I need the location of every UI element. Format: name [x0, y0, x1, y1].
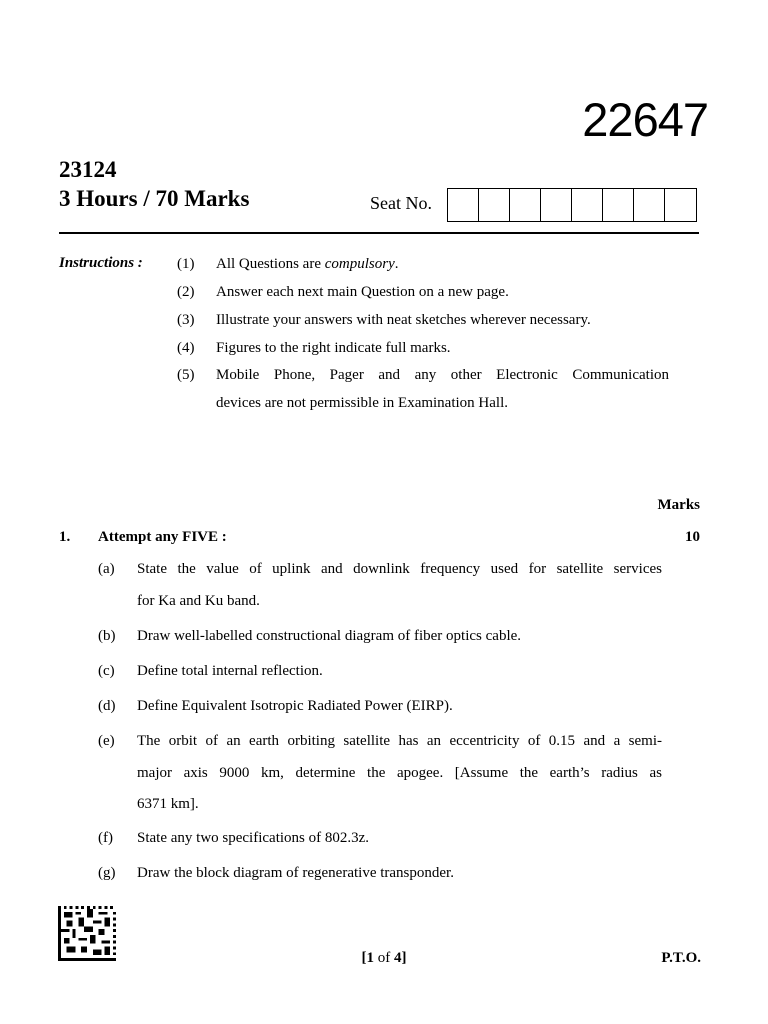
- seat-number-label: Seat No.: [370, 193, 432, 213]
- instructions-label: Instructions :: [59, 255, 143, 271]
- instruction-number: (4): [177, 340, 195, 356]
- instruction-number: (2): [177, 284, 195, 300]
- seat-digit-box[interactable]: [541, 189, 572, 221]
- instruction-number: (5): [177, 367, 195, 383]
- part-text: Define total internal reflection.: [137, 663, 323, 679]
- instruction-text: devices are not permissible in Examination Hall.: [216, 395, 509, 411]
- datamatrix-code-icon: [58, 906, 116, 961]
- question-title: Attempt any FIVE :: [98, 529, 227, 545]
- instruction-text: Mobile Phone, Pager and any other Electronic Communication: [216, 367, 669, 383]
- part-text: for Ka and Ku band.: [137, 593, 260, 609]
- seat-digit-box[interactable]: [603, 189, 634, 221]
- part-label: (g): [98, 865, 116, 881]
- part-text: Draw well-labelled constructional diagram of fiber optics cable.: [137, 628, 522, 644]
- part-text: State any two specifications of 802.3z.: [137, 830, 370, 846]
- question-number: 1.: [59, 529, 71, 545]
- part-text: State the value of uplink and downlink frequency used for satellite services: [137, 561, 662, 577]
- seat-digit-box[interactable]: [479, 189, 510, 221]
- part-label: (f): [98, 830, 113, 846]
- part-text: 6371 km].: [137, 796, 199, 812]
- instruction-text: Answer each next main Question on a new page.: [216, 284, 509, 300]
- subject-code: 23124: [59, 157, 117, 182]
- part-text: Define Equivalent Isotropic Radiated Power (EIRP).: [137, 698, 453, 714]
- instruction-text: All Questions are compulsory.: [216, 256, 399, 272]
- part-text: Draw the block diagram of regenerative transponder.: [137, 865, 454, 881]
- seat-number-boxes[interactable]: [447, 188, 697, 222]
- part-label: (b): [98, 628, 116, 644]
- please-turn-over: P.T.O.: [661, 950, 701, 966]
- seat-digit-box[interactable]: [448, 189, 479, 221]
- instruction-text: Illustrate your answers with neat sketches wherever necessary.: [216, 312, 591, 328]
- seat-digit-box[interactable]: [510, 189, 541, 221]
- part-label: (a): [98, 561, 115, 577]
- instruction-text: Figures to the right indicate full marks.: [216, 340, 451, 356]
- duration-marks: 3 Hours / 70 Marks: [59, 186, 250, 211]
- header-divider: [59, 232, 699, 234]
- part-text: major axis 9000 km, determine the apogee. [Assume the earth’s radius as: [137, 765, 662, 781]
- paper-code: 22647: [582, 93, 708, 146]
- instruction-number: (3): [177, 312, 195, 328]
- seat-digit-box[interactable]: [665, 189, 696, 221]
- question-marks: 10: [685, 529, 700, 545]
- instruction-number: (1): [177, 256, 195, 272]
- part-label: (c): [98, 663, 115, 679]
- marks-column-header: Marks: [657, 497, 700, 513]
- part-label: (e): [98, 733, 115, 749]
- seat-digit-box[interactable]: [634, 189, 665, 221]
- part-label: (d): [98, 698, 116, 714]
- page-number: [1 of 4]: [361, 950, 407, 966]
- seat-digit-box[interactable]: [572, 189, 603, 221]
- part-text: The orbit of an earth orbiting satellite has an eccentricity of 0.15 and a semi-: [137, 733, 662, 749]
